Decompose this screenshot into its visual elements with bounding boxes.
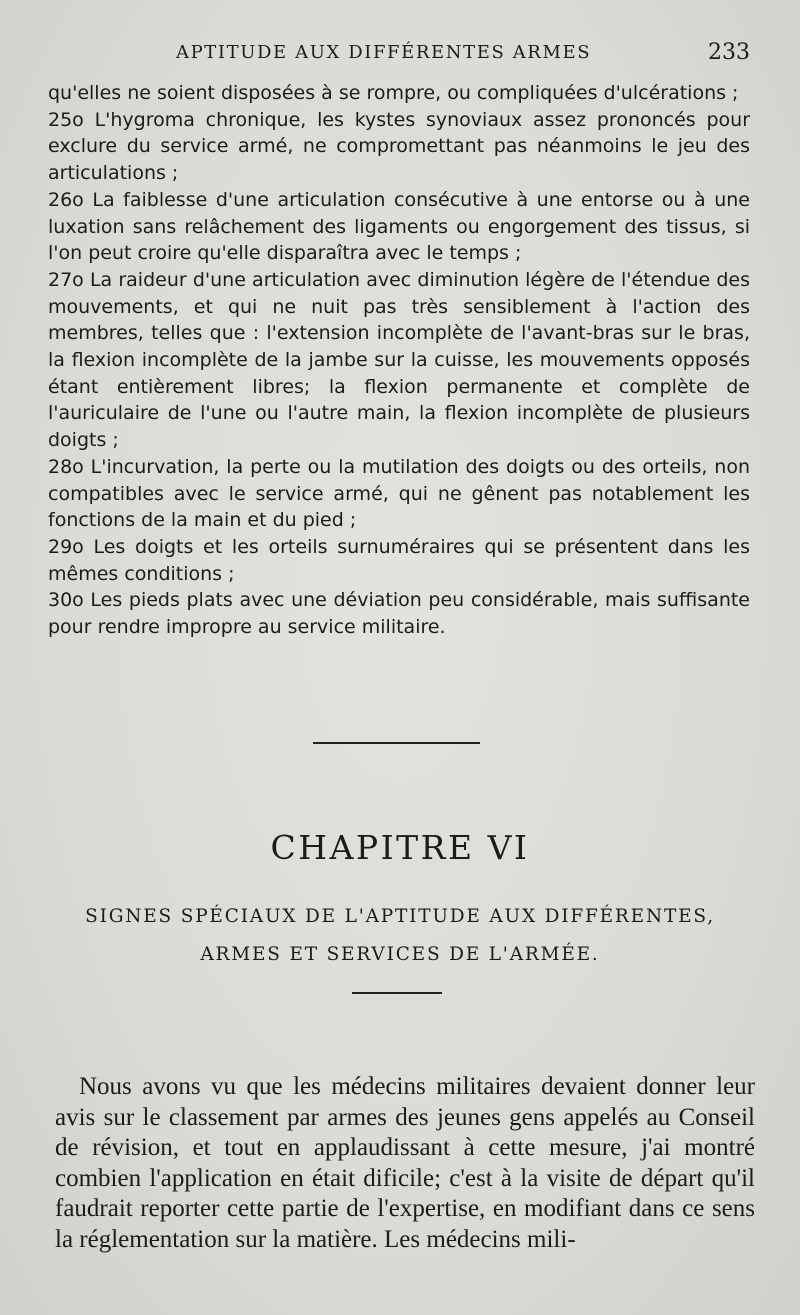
article-25: 25o L'hygroma chronique, les kystes synoviaux assez prononcés pour exclure du service armé, ne compromettant pas néanmoins le jeu des articulations ; [48,108,750,185]
chapter-divider [352,992,442,994]
section-divider [313,742,480,744]
article-list [48,80,750,641]
continued-paragraph: qu'elles ne soient disposées à se rompre, ou compliquées d'ulcérations ; [48,82,739,104]
article-29: 29o Les doigts et les orteils surnuméraires qui se présentent dans les mêmes conditions ; [48,535,750,585]
page-number: 233 [708,40,750,65]
chapter-subtitle-line-2: ARMES ET SERVICES DE L'ARMÉE. [200,944,600,965]
article-28: 28o L'incurvation, la perte ou la mutilation des doigts ou des orteils, non compatibles avec le service armé, qui ne gênent pas notablement les fonctions de la main et du pied ; [48,455,750,532]
article-27: 27o La raideur d'une articulation avec diminution légère de l'étendue des mouvements, et qui ne nuit pas très sensiblement à l'action des membres, telles que : l'extension incomplète de l'avant-bras sur le bras, la flexion incomplète de la jambe sur la cuisse, les mouvements opposés étant entièrement libres; la flexion permanente et complète de l'auriculaire de l'une ou l'autre main, la flexion incomplète de plusieurs doigts ; [48,268,750,452]
chapter-intro [55,1072,755,1256]
article-30: 30o Les pieds plats avec une déviation peu considérable, mais suffisante pour rendre impropre au service militaire. [48,589,750,639]
chapter-title: CHAPITRE VI [270,828,530,867]
running-head: APTITUDE AUX DIFFÉRENTES ARMES [176,42,592,63]
chapter-subtitle-line-1: SIGNES SPÉCIAUX DE L'APTITUDE AUX DIFFÉRENTES, [85,906,715,927]
article-26: 26o La faiblesse d'une articulation consécutive à une entorse ou à une luxation sans relâchement des ligaments ou engorgement des tissus, si l'on peut croire qu'elle disparaîtra avec le temps ; [48,188,750,265]
page-header [0,40,800,70]
intro-paragraph: Nous avons vu que les médecins militaires devaient donner leur avis sur le classement par armes des jeunes gens appelés au Conseil de révision, et tout en applaudissant à cette mesure, j'ai montré combien l'application en était dificile; c'est à la visite de départ qu'il faudrait reporter cette partie de l'expertise, en modifiant dans ce sens la réglementation sur la matière. Les médecins mili- [55,1073,755,1253]
